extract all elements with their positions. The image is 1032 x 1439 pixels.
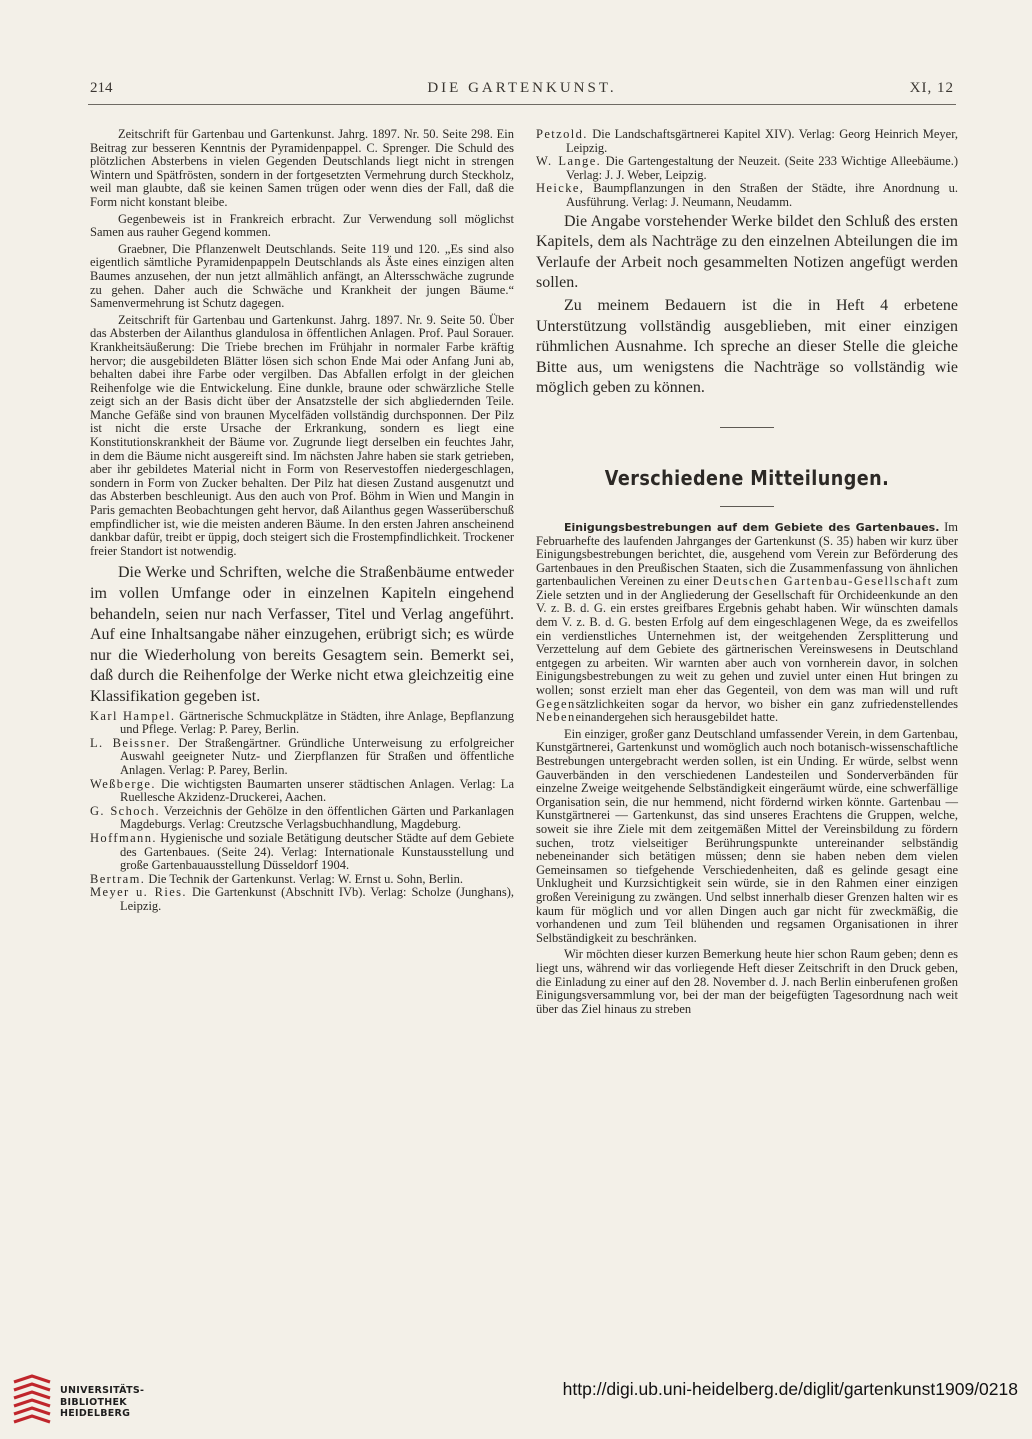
reference-item bbox=[90, 710, 514, 737]
right-column bbox=[536, 128, 958, 1016]
paragraph: Graebner, Die Pflanzenwelt Deutschlands. Seite 119 und 120. „Es sind also eigentlich sämtliche Pyramidenpappeln Deutschlands als Äste eines einzigen alten Baumes anzusehen, der nun jetzt allmählich anfängt, an Altersschwäche zugrunde zu gehen. Daher auch die Schwäche und Krankheit der jungen Bäume.“ Samenvermehrung ist Schutz dagegen. bbox=[90, 241, 514, 311]
reference-item bbox=[536, 155, 958, 182]
reference-text: Die Technik der Gartenkunst. Verlag: W. Ernst u. Sohn, Berlin. bbox=[145, 871, 463, 886]
journal-title: DIE GARTENKUNST. bbox=[427, 80, 617, 96]
section-title: Verschiedene Mitteilungen. bbox=[604, 465, 890, 490]
library-logo[interactable] bbox=[10, 1371, 170, 1431]
reference-author: W. Lange. bbox=[536, 154, 602, 169]
reference-item bbox=[90, 805, 514, 832]
reference-author: Meyer u. Ries. bbox=[90, 885, 187, 900]
reference-author: Karl Hampel. bbox=[90, 708, 176, 723]
logo-line: UNIVERSITÄTS- bbox=[60, 1385, 145, 1396]
emphasis-text: Deutschen Gartenbau-Gesellschaft bbox=[712, 574, 933, 589]
paragraph-large: Zu meinem Bedauern ist die in Heft 4 erbetene Unterstützung vollständig ausgeblieben, mit einer einzigen rühmlichen Ausnahme. Ich spreche an dieser Stelle die gleiche Bitte aus, um wenigstens die Nachträge so vollständig wie möglich geben zu können. bbox=[536, 296, 958, 397]
divider bbox=[720, 506, 774, 507]
subheading: Einigungsbestrebungen auf dem Gebiete des Gartenbaues. bbox=[564, 520, 940, 534]
divider bbox=[720, 427, 774, 428]
reference-text: Gärtnerische Schmuckplätze in Städten, ihre Anlage, Bepflanzung und Pflege. Verlag: P. Parey, Berlin. bbox=[120, 708, 514, 737]
page-number: 214 bbox=[90, 80, 113, 96]
reference-item bbox=[90, 873, 514, 887]
paragraph-text: sätzlichkeiten sogar da hervor, wo bisher ein ganz zufriedenstellendes bbox=[575, 696, 958, 711]
library-name bbox=[60, 1385, 144, 1420]
reference-text: Hygienische und soziale Betätigung deutscher Städte auf dem Gebiete des Gartenbaues. (Seite 24). Verlag: Internationale Kunstausstellung und große Gartenbauausstellung Düsseldorf 1904. bbox=[120, 830, 514, 873]
reference-item bbox=[90, 778, 514, 805]
reference-text: Der Straßengärtner. Gründliche Unterweisung zu erfolgreicher Auswahl geeigneter Nutz- und Zierpflanzen für Straßen und öffentliche Anlagen. Verlag: P. Parey, Berlin. bbox=[120, 735, 514, 777]
paragraph-text: zum Ziele setzten und in der Angliederung der Gesellschaft für Orchideenkunde an den V. z. B. d. G. ein erstes greifbares Ergebnis gehabt haben. Wir wünschten damals dem V. z. B. d. G. besten Erfolg auf dem eingeschlagenen Wege, da es zweifellos ein verdienstliches Unternehmen ist, der weitgehenden Zersplitterung und Verzettelung auf dem Gebiete des gärtnerischen Vereinswesens in Deutschland entgegen zu arbeiten. Wir warnten aber auch von vornherein davor, in solchen Einigungsbestrebungen zu weit zu gehen und zuviel unter einen Hut bringen zu wollen; sonst erzielt man eher das Gegenteil, von dem was man will und ruft bbox=[536, 574, 958, 698]
reference-item bbox=[90, 886, 514, 913]
emphasis-text: Gegen bbox=[536, 696, 576, 711]
reference-author: Hoffmann. bbox=[90, 830, 157, 845]
paragraph-large: Die Angabe vorstehender Werke bildet den Schluß des ersten Kapitels, dem als Nachträge zu den einzelnen Abteilungen die im Verlaufe der Arbeit noch gesammelten Notizen angefügt werden sollen. bbox=[536, 212, 958, 292]
logo-line: HEIDELBERG bbox=[60, 1408, 131, 1419]
reference-author: Bertram. bbox=[90, 871, 146, 886]
paragraph bbox=[536, 521, 958, 725]
reference-text: Baumpflanzungen in den Straßen der Städte, ihre Anordnung u. Ausführung. Verlag: J. Neumann, Neudamm. bbox=[566, 181, 958, 209]
paragraph: Wir möchten dieser kurzen Bemerkung heute hier schon Raum geben; denn es liegt uns, während wir das vorliegende Heft dieser Zeitschrift in den Druck geben, die Einladung zu einer auf den 28. November d. J. nach Berlin einberufenen großen Einigungsversammlung vor, bei der man der beigefügten Tagesordnung nach weit über das Ziel hinaus zu streben bbox=[536, 947, 958, 1016]
reference-list bbox=[90, 710, 514, 914]
reference-text: Verzeichnis der Gehölze in den öffentlichen Gärten und Parkanlagen Magdeburgs. Verlag: Creutzsche Verlagsbuchhandlung, Magdeburg. bbox=[120, 803, 514, 832]
source-url-link[interactable]: http://digi.ub.uni-heidelberg.de/diglit/gartenkunst1909/0218 bbox=[562, 1379, 1018, 1399]
reference-text: Die Gartengestaltung der Neuzeit. (Seite 233 Wichtige Alleebäume.) Verlag: J. J. Weber, Leipzig. bbox=[566, 154, 958, 182]
reference-item bbox=[536, 182, 958, 209]
reference-author: Heicke, bbox=[536, 181, 585, 196]
logo-line: BIBLIOTHEK bbox=[60, 1396, 127, 1408]
library-emblem-icon bbox=[10, 1374, 54, 1424]
emphasis-text: Neben bbox=[536, 710, 576, 725]
reference-author: Petzold. bbox=[536, 127, 588, 141]
reference-author: G. Schoch. bbox=[90, 803, 161, 818]
reference-item bbox=[90, 832, 514, 873]
paragraph: Gegenbeweis ist in Frankreich erbracht. Zur Verwendung soll möglichst Samen aus rauher Gegend kommen. bbox=[90, 211, 514, 240]
paragraph: Zeitschrift für Gartenbau und Gartenkunst. Jahrg. 1897. Nr. 50. Seite 298. Ein Beitrag zur besseren Kenntnis der Pyramidenpappel. C. Sprenger. Die Schuld des plötzlichen Absterbens in vielen Gegenden Deutschlands liegt nicht in strengen Wintern und Spätfrösten, sondern in der fortgesetzten Vermehrung durch Steckholz, weil man glaubte, daß sie keinen Samen trügen oder wenn dies der Fall, daß die Form nicht konstant bleibe. bbox=[90, 127, 514, 209]
reference-item bbox=[90, 737, 514, 778]
paragraph-text: Im Februarhefte des laufenden Jahrganges der Gartenkunst (S. 35) haben wir kurz über Einigungsbestrebungen berichtet, die, ausgehend vom Verein zur Beförderung des Gartenbaues in den Preußischen Staaten, sich die Zusammenfassung von ähnlichen gartenbaulichen Vereinen zu einer bbox=[536, 519, 958, 589]
reference-text: Die Gartenkunst (Abschnitt IVb). Verlag: Scholze (Junghans), Leipzig. bbox=[120, 885, 515, 913]
left-column bbox=[90, 128, 514, 913]
page-header bbox=[88, 78, 956, 105]
paragraph: Ein einziger, großer ganz Deutschland umfassender Verein, in dem Gartenbau, Kunstgärtnerei, Gartenkunst und womöglich auch noch botanisch-wissenschaftliche Bestrebungen untergebracht werden sollen, ist ein Unding. Er würde, selbst wenn Gauverbänden in den verschiedenen Landesteilen und Sonderverbänden für einzelne Zweige weitgehende Selbständigkeit eingeräumt würde, eine schwerfällige Organisation sein, die nur hemmend, nicht fördernd wirken könnte. Gartenbau — Kunstgärtnerei — Gartenkunst, das sind unseres Erachtens die Gruppen, welche, soweit sie ihre Ziele mit dem zeitgemäßen Mittel der Vereinsbildung zu fördern suchen, trotz vielseitiger Berührungspunkte untereinander selbständig nebeneinander sich betätigen müssen; denn sie haben neben dem vielen Gemeinsamen so tiefgehende Verschiedenheiten, daß es gelinde gesagt eine Unklugheit und Kurzsichtigkeit sein würde, sie in den Rahmen einer einzigen großen Vereinigung zu zwängen. Und selbst innerhalb dieser Grenzen halten wir es kaum für möglich und vor allen Dingen auch gar nicht für zweckmäßig, die vorhandenen und zum Teil blühenden und regsamen Organisationen in ihrer Selbständigkeit zu beschränken. bbox=[536, 726, 958, 945]
paragraph-large: Die Werke und Schriften, welche die Straßenbäume entweder im vollen Umfange oder in einzelnen Kapiteln eingehend behandeln, seien nur nach Verfasser, Titel und Verlag angeführt. Auf eine Inhaltsangabe näher einzugehen, erübrigt sich; es würde nur die Wiederholung von bereits Gesagtem sein. Bemerkt sei, daß durch die Reihenfolge der Werke nicht etwa gleichzeitig eine Klassifikation gegeben ist. bbox=[90, 564, 514, 705]
reference-list bbox=[536, 128, 958, 210]
reference-text: Die wichtigsten Baumarten unserer städtischen Anlagen. Verlag: La Ruellesche Akzidenz-Druckerei, Aachen. bbox=[120, 776, 514, 805]
volume-issue: XI, 12 bbox=[909, 80, 954, 96]
reference-author: Weßberge. bbox=[90, 776, 156, 791]
paragraph: Zeitschrift für Gartenbau und Gartenkunst. Jahrg. 1897. Nr. 9. Seite 50. Über das Absterben der Ailanthus glandulosa in öffentlichen Anlagen. Prof. Paul Sorauer. Krankheitsäußerung: Die Triebe brechen im Frühjahr in normaler Farbe kräftig hervor; die ausgebildeten Blätter lösen sich schon Ende Mai oder Anfang Juni ab, behalten dabei ihre Farbe oder vergilben. Das Abfallen erfolgt in der gleichen Reihenfolge wie die Entwickelung. Eine dunkle, braune oder schwärzliche Stelle zeigt sich an der Basis dicht über der Ansatzstelle der sich abgliedernden Teile. Manche Gefäße sind von braunen Mycelfäden vollständig durchsponnen. Der Pilz ist nicht die erste Ursache der Erkrankung, sondern es liegt eine Konstitutionskrankheit der Bäume vor. Zugrunde liegt derselben ein feuchtes Jahr, in dem die Bäume nicht ausgereift sind. Im nächsten Jahre haben sie stark getrieben, aber ihr gebildetes Material nicht in Form von Reservestoffen niedergeschlagen, sondern in Form von Zucker behalten. Der Pilz hat diesen Zustand ausgenutzt und das Absterben beschleunigt. Aus den auch von Prof. Böhm in Wien und Mangin in Paris gemachten Beobachtungen geht hervor, daß Ailanthus gegen Wasserüberschuß empfindlicher ist, wie die meisten anderen Bäume. In den ersten Jahren anscheinend dankbar dafür, treibt er üppig, doch steigert sich die Frostempfindlichkeit. Trockener freier Standort ist notwendig. bbox=[90, 312, 514, 558]
reference-item bbox=[536, 128, 958, 155]
reference-text: Die Landschaftsgärtnerei Kapitel XIV). Verlag: Georg Heinrich Meyer, Leipzig. bbox=[566, 127, 958, 155]
paragraph-text: einandergehen sich herausgebildet hatte. bbox=[575, 710, 779, 725]
reference-author: L. Beissner. bbox=[90, 735, 171, 750]
